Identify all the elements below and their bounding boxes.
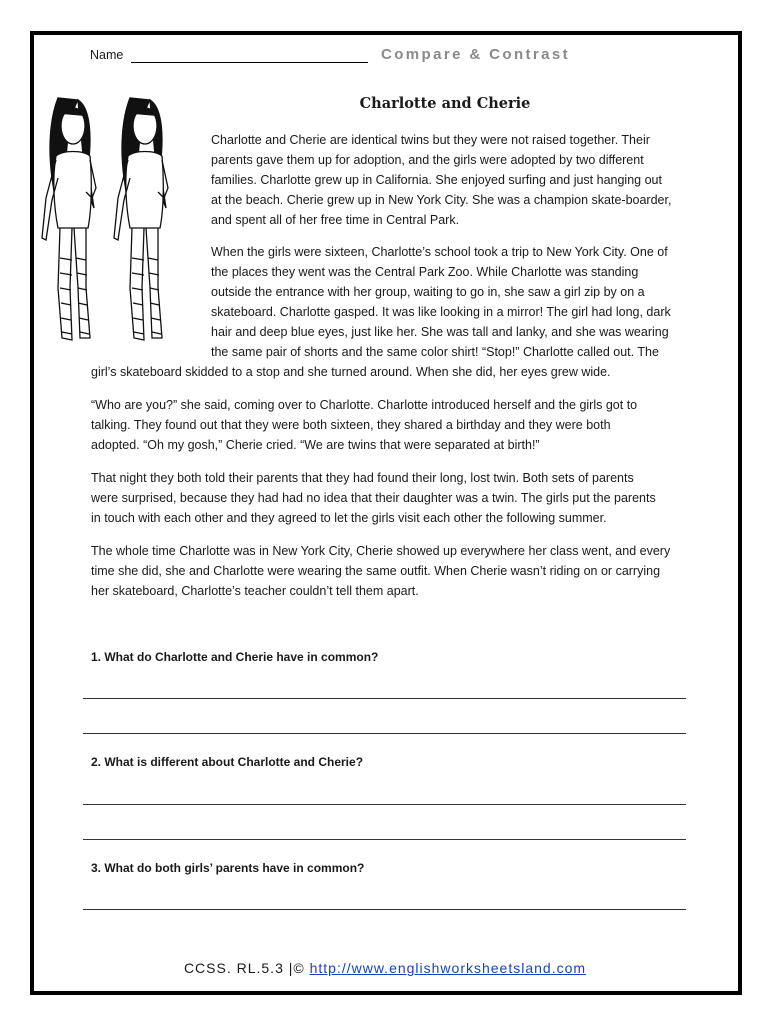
paragraph-line: parents gave them up for adoption, and the girls were adopted by two different xyxy=(211,153,644,167)
paragraph-line: When the girls were sixteen, Charlotte’s school took a trip to New York City. One of xyxy=(211,245,668,259)
paragraph-3 xyxy=(91,395,637,455)
question-2: 2. What is different about Charlotte and Cherie? xyxy=(91,755,364,769)
answer-line[interactable] xyxy=(83,909,686,910)
answer-line[interactable] xyxy=(83,698,686,699)
paragraph-line: hair and deep blue eyes, just like her. She was tall and lanky, and she was wearing xyxy=(211,325,669,339)
paragraph-line: in touch with each other and they agreed to let the girls visit each other the following summer. xyxy=(91,511,607,525)
name-input-line[interactable] xyxy=(131,62,368,63)
paragraph-line: Charlotte and Cherie are identical twins but they were not raised together. Their xyxy=(211,133,650,147)
paragraph-line: skateboard. Charlotte gasped. It was like looking in a mirror! The girl had long, dark xyxy=(211,305,671,319)
website-link[interactable]: http://www.englishworksheetsland.com xyxy=(309,960,587,976)
answer-line[interactable] xyxy=(83,804,686,805)
question-1: 1. What do Charlotte and Cherie have in common? xyxy=(91,650,379,664)
paragraph-line: That night they both told their parents that they had found their long, lost twin. Both sets of parents xyxy=(91,471,634,485)
answer-line[interactable] xyxy=(83,839,686,840)
paragraph-5 xyxy=(91,541,670,601)
paragraph-line: talking. They found out that they were both sixteen, they shared a birthday and they were both xyxy=(91,418,611,432)
paragraph-2-last-line xyxy=(91,362,611,382)
paragraph-line: her skateboard, Charlotte’s teacher couldn’t tell them apart. xyxy=(91,584,419,598)
paragraph-line: the same pair of shorts and the same color shirt! “Stop!” Charlotte called out. The xyxy=(211,345,659,359)
paragraph-line: were surprised, because they had had no idea that their daughter was a twin. The girls put the parents xyxy=(91,491,656,505)
twin-girls-illustration xyxy=(38,88,188,350)
name-label: Name xyxy=(90,48,124,62)
story-title: Charlotte and Cherie xyxy=(359,95,531,112)
answer-line[interactable] xyxy=(83,733,686,734)
paragraph-2 xyxy=(211,242,671,362)
paragraph-line: at the beach. Cherie grew up in New York City. She was a champion skate-boarder, xyxy=(211,193,672,207)
paragraph-line: adopted. “Oh my gosh,” Cherie cried. “We are twins that were separated at birth!” xyxy=(91,438,540,452)
paragraph-line: girl’s skateboard skidded to a stop and she turned around. When she did, her eyes grew wide. xyxy=(91,365,611,379)
paragraph-line: time she did, she and Charlotte were wearing the same outfit. When Cherie wasn’t riding on or carrying xyxy=(91,564,661,578)
worksheet-type-title: Compare & Contrast xyxy=(381,46,571,63)
question-3: 3. What do both girls’ parents have in common? xyxy=(91,861,365,875)
paragraph-line: “Who are you?” she said, coming over to Charlotte. Charlotte introduced herself and the girls got to xyxy=(91,398,638,412)
paragraph-line: The whole time Charlotte was in New York City, Cherie showed up everywhere her class went, and every xyxy=(91,544,671,558)
paragraph-line: families. Charlotte grew up in California. She enjoyed surfing and just hanging out xyxy=(211,173,662,187)
girl-right-figure xyxy=(114,98,168,340)
footer xyxy=(0,960,770,976)
paragraph-4 xyxy=(91,468,656,528)
paragraph-line: outside the entrance with her group, waiting to go in, she saw a girl zip by on a xyxy=(211,285,645,299)
standard-citation: CCSS. RL.5.3 |© xyxy=(183,960,310,976)
paragraph-1 xyxy=(211,130,671,230)
paragraph-line: the places they went was the Central Park Zoo. While Charlotte was standing xyxy=(211,265,639,279)
paragraph-line: and spent all of her free time in Central Park. xyxy=(211,213,460,227)
girl-left-figure xyxy=(42,98,96,340)
